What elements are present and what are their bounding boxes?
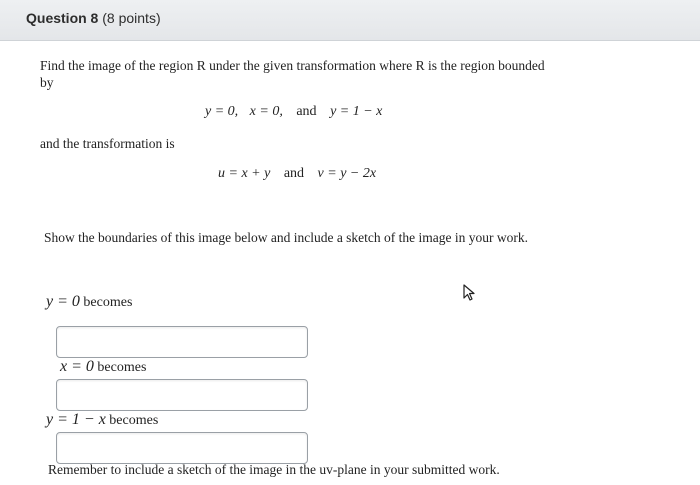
answer-expr-1: y = 0: [46, 293, 80, 310]
answer-suffix-2: becomes: [97, 360, 147, 375]
answer-expr-2: x = 0: [60, 358, 94, 375]
prompt-line-2: by: [40, 75, 54, 90]
answer-label-2: [60, 358, 146, 376]
prompt-line-1: Find the image of the region R under the given transformation where R is the region bounded: [40, 58, 545, 73]
question-number: Question 8: [26, 10, 99, 26]
region-and: and: [296, 104, 317, 119]
question-body: [0, 40, 700, 485]
answer-suffix-3: becomes: [109, 413, 159, 428]
question-title: [26, 10, 161, 26]
transform-eq-2: v = y − 2x: [317, 166, 377, 181]
answer-input-1[interactable]: [56, 326, 308, 358]
question-header: [0, 0, 700, 41]
region-eq-2: x = 0,: [249, 104, 283, 119]
transform-equations: [218, 166, 376, 182]
region-eq-3: y = 1 − x: [330, 104, 383, 119]
mouse-pointer-icon: [462, 284, 478, 302]
answer-input-3[interactable]: [56, 432, 308, 464]
region-equations: [205, 104, 382, 120]
question-points: (8 points): [102, 10, 161, 26]
answer-input-2[interactable]: [56, 379, 308, 411]
reminder-text: Remember to include a sketch of the image in the uv-plane in your submitted work.: [48, 462, 500, 477]
answer-label-1: [46, 293, 132, 311]
answer-label-3: [46, 411, 158, 429]
answer-expr-3: y = 1 − x: [46, 411, 106, 428]
transform-and: and: [283, 166, 305, 181]
transform-eq-1: u = x + y: [218, 166, 271, 181]
transform-intro: and the transformation is: [40, 136, 175, 151]
region-eq-1: y = 0,: [205, 104, 239, 119]
answer-suffix-1: becomes: [83, 295, 133, 310]
instruction-text: Show the boundaries of this image below and include a sketch of the image in your work.: [44, 230, 529, 245]
